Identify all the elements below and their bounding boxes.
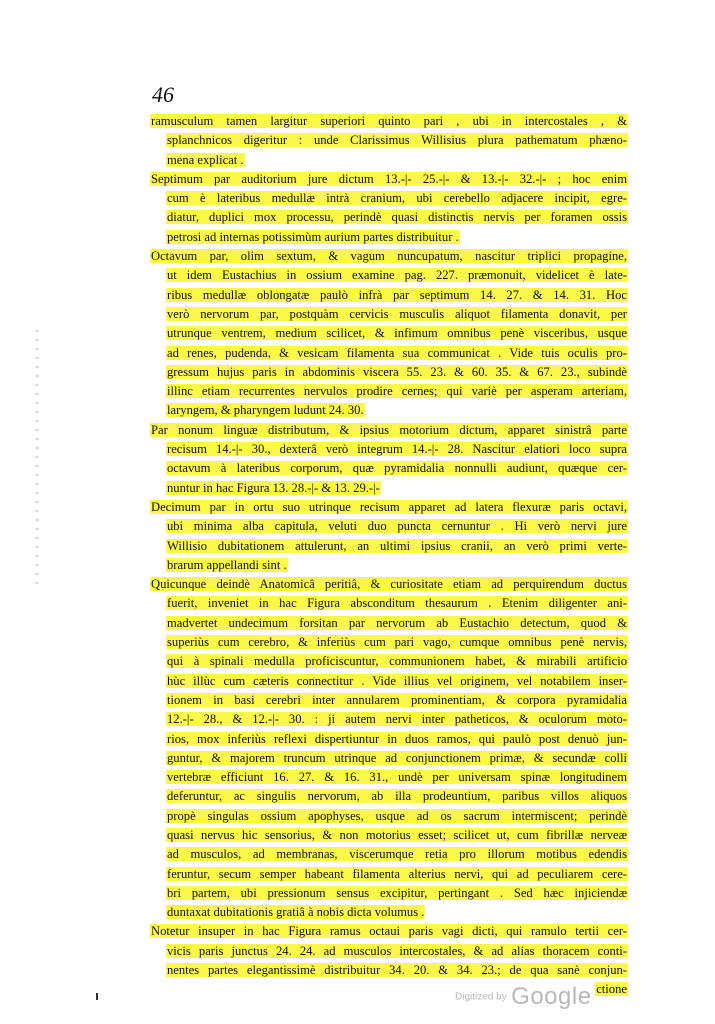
highlighted-text: propè singulas ossium apophyses, usque ad os sacrum intermiscent; perindè [167, 808, 627, 823]
highlighted-text: quasi nervus hic sensorius, & non motorius esset; scilicet ut, cum fibrillæ nerveæ [167, 827, 627, 842]
highlighted-text: laryngem, & pharyngem ludunt 24. 30. [167, 403, 364, 418]
highlighted-text: octavum à lateribus corporum, quæ pyramidalia nonnulli audiunt, quæque cer- [167, 461, 627, 476]
text-line [150, 807, 628, 826]
paragraph [150, 112, 628, 170]
highlighted-text: splanchnicos digeritur : unde Clarissimus Willisius plura pathematum phæno- [167, 133, 627, 148]
highlighted-text: rios, mox inferiùs reflexi dispertiuntur in duos ramos, qui paulò post denuò jun- [167, 731, 627, 746]
highlighted-text: superiùs cum cerebro, & inferiùs cum pari vago, cumque omnibus penè nervis, [167, 635, 627, 650]
highlighted-text: deferuntur, ac singulis nervorum, ab illa prodeuntium, paribus villos aliquos [167, 789, 627, 804]
highlighted-text: nuntur in hac Figura 13. 28.-|- & 13. 29.-|- [167, 480, 380, 495]
text-line [150, 942, 628, 961]
text-line [150, 845, 628, 864]
text-line [150, 363, 628, 382]
page-number: 46 [152, 82, 174, 107]
text-line [150, 826, 628, 845]
google-logo: Google [511, 983, 592, 1010]
text-line [150, 247, 628, 266]
text-line [150, 228, 628, 247]
highlighted-text: 12.-|- 28., & 12.-|- 30. : ji autem nervi inter patheticos, & oculorum moto- [167, 712, 627, 727]
text-line [150, 286, 628, 305]
text-line [150, 151, 628, 170]
highlighted-text: gressum hujus paris in abdominis viscera 55. 23. & 60. 35. & 67. 23., subindè [167, 364, 627, 379]
paragraph [150, 247, 628, 421]
text-line [150, 517, 628, 536]
highlighted-text: Septimum par auditorium jure dictum 13.-|- 25.-|- & 13.-|- 32.-|- ; hoc enim [151, 171, 627, 186]
highlighted-text: ubi minima alba capitula, veluti duo puncta cernuntur . Hi verò nervi jure [167, 519, 627, 534]
text-line [150, 672, 628, 691]
highlighted-text: bri partem, ubi pressionum sensus excipitur, pertingant . Sed hæc injiciendæ [167, 885, 627, 900]
highlighted-text: vertebræ efficiunt 16. 27. & 16. 31., undè per universam spinæ longitudinem [167, 770, 627, 785]
highlighted-text: ad musculos, ad membranas, viscerumque retia pro illorum motibus edendis [167, 847, 627, 862]
text-line [150, 479, 628, 498]
highlighted-text: ribus medullæ oblongatæ paulò infrà par septimum 14. 27. & 14. 31. Hoc [167, 287, 627, 302]
highlighted-text: verò nervorum par, postquàm cervicis musculis aliquot filamenta donavit, per [167, 306, 627, 321]
highlighted-text: feruntur, secum semper habeant filamenta alterius nervi, qui ad peculiarem cere- [167, 866, 627, 881]
margin-scan-marks [35, 330, 39, 590]
text-line [150, 633, 628, 652]
text-line [150, 537, 628, 556]
text-line [150, 691, 628, 710]
highlighted-text: Willisio dubitationem attulerunt, an ultimi ipsius cranii, an verò primi verte- [167, 538, 627, 553]
text-line [150, 131, 628, 150]
text-line [150, 768, 628, 787]
text-line [150, 324, 628, 343]
highlighted-text: tionem in basi cerebri inter annularem prominentiam, & corpora pyramidalia [167, 692, 627, 707]
highlighted-text: ctione [596, 982, 627, 997]
text-line [150, 884, 628, 903]
paragraph [150, 421, 628, 498]
highlighted-text: vicis paris junctus 24. 24. ad musculos intercostales, & ad alias thoracem conti- [167, 943, 627, 958]
text-line [150, 208, 628, 227]
text-line [150, 961, 628, 980]
text-line [150, 421, 628, 440]
highlighted-text: diatur, duplici mox processu, perindè quasi distinctis nervis per foramen ossis [167, 210, 627, 225]
highlighted-text: nentes partes elegantissimè distribuitur 34. 20. & 34. 23.; de qua sanè conjun- [167, 963, 627, 978]
highlighted-text: petrosi ad internas potissimùm aurium partes distribuitur . [167, 229, 459, 244]
highlighted-text: cum è lateribus medullæ intrà cranium, ubi cerebello adjacere incipit, egre- [167, 191, 627, 206]
text-line [150, 749, 628, 768]
text-line [150, 922, 628, 941]
text-line [150, 710, 628, 729]
text-line [150, 614, 628, 633]
highlighted-text: mena explicat . [167, 152, 244, 167]
text-line [150, 865, 628, 884]
text-line [150, 903, 628, 922]
text-line [150, 112, 628, 131]
text-line [150, 498, 628, 517]
highlighted-text: duntaxat dubitationis gratiâ à nobis dicta volumus . [167, 905, 425, 920]
text-line [150, 382, 628, 401]
digitized-by-google-watermark [455, 983, 592, 1011]
paragraph [150, 498, 628, 575]
text-line [150, 459, 628, 478]
text-line [150, 594, 628, 613]
text-line [150, 266, 628, 285]
highlighted-text: madvertet undecimum forsitan par nervorum ab Eustachio detectum, quod & [167, 615, 627, 630]
text-line [150, 170, 628, 189]
text-line [150, 575, 628, 594]
highlighted-text: Octavum par, olim sextum, & vagum nuncupatum, nascitur triplici propagine, [151, 249, 627, 264]
highlighted-text: qui à spinali medulla proficiscuntur, communionem habet, & mirabili artificio [167, 654, 627, 669]
text-line [150, 652, 628, 671]
text-line [150, 401, 628, 420]
highlighted-text: illinc etiam recurrentes nervulos prodire cernes; qui variè per asperam arteriam, [167, 384, 627, 399]
highlighted-text: utrunque ventrem, medium scilicet, & infimum omnibus penè visceribus, usque [167, 326, 627, 341]
highlighted-text: fuerit, inveniet in hac Figura absconditum thesaurum . Etenim diligenter ani- [167, 596, 627, 611]
highlighted-text: recisum 14.-|- 30., dexterâ verò integrum 14.-|- 28. Nascitur elatiori loco supra [167, 442, 627, 457]
text-line [150, 344, 628, 363]
highlighted-text: ut idem Eustachius in ossium examine pag. 227. præmonuit, videlicet è late- [167, 268, 627, 283]
text-line [150, 305, 628, 324]
highlighted-text: Notetur insuper in hac Figura ramus octaui paris vagi dicti, qui ramulo tertii cer- [151, 924, 627, 939]
paragraph [150, 575, 628, 922]
text-line [150, 787, 628, 806]
scan-speck [96, 993, 98, 1000]
text-line [150, 189, 628, 208]
highlighted-text: ramusculum tamen largitur superiori quinto pari , ubi in intercostales , & [151, 114, 627, 128]
highlighted-text: Par nonum linguæ distributum, & ipsius motorium dictum, apparet sinistrâ parte [151, 422, 627, 437]
text-line [150, 730, 628, 749]
text-line [150, 556, 628, 575]
highlighted-text: Quicunque deindè Anatomicâ peritiâ, & curiositate etiam ad perquirendum ductus [151, 577, 627, 592]
highlighted-text: guntur, & majorem truncum utrinque ad conjunctionem primæ, & secundæ colli [167, 750, 627, 765]
text-line [150, 440, 628, 459]
highlighted-text: hùc illùc cum cæteris connectitur . Vide illius vel originem, vel notabilem inser- [167, 673, 627, 688]
watermark-prefix: Digitized by [455, 991, 507, 1003]
highlighted-text: brarum appellandi sint . [167, 557, 287, 572]
highlighted-text: Decimum par in ortu suo utrinque recisum apparet ad latera flexuræ paris octavi, [151, 499, 627, 514]
body-text [150, 112, 628, 1000]
paragraph [150, 170, 628, 247]
highlighted-text: ad renes, pudenda, & vesicam filamenta sua communicat . Vide tuis oculis pro- [167, 345, 627, 360]
